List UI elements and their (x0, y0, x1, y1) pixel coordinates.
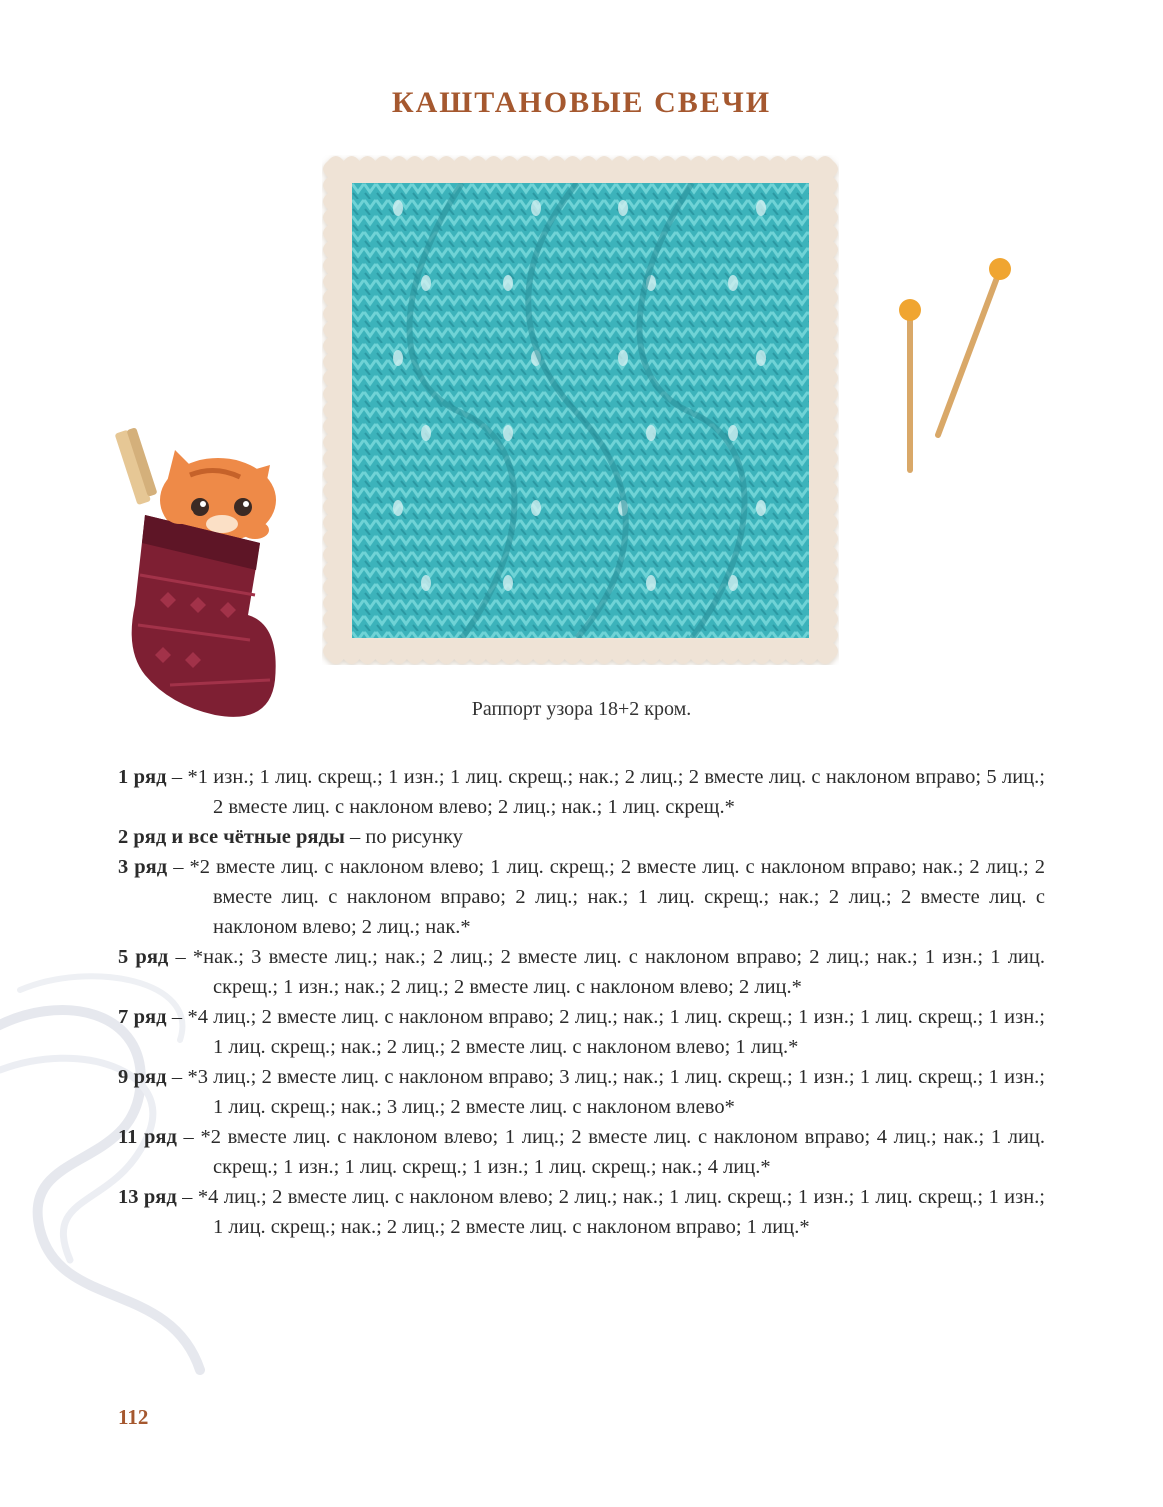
lace-eyelet (393, 500, 403, 516)
lace-eyelet (421, 425, 431, 441)
lace-eyelet (421, 575, 431, 591)
lace-eyelet (646, 575, 656, 591)
row-text: *4 лиц.; 2 вместе лиц. с наклоном влево; 2 лиц.; нак.; 1 лиц. скрещ.; 1 изн.; 1 лиц. скрещ.; 1 изн.; 1 лиц. скрещ.; нак.; 2 лиц.; 2 вместе лиц. с наклоном вправо; 1 лиц.* (197, 1186, 1046, 1238)
lace-eyelet (646, 425, 656, 441)
lace-eyelet (393, 200, 403, 216)
pattern-instructions (118, 762, 1045, 1242)
row-text: *1 изн.; 1 лиц. скрещ.; 1 изн.; 1 лиц. скрещ.; нак.; 2 лиц.; 2 вместе лиц. с наклоном вправо; 5 лиц.; 2 вместе лиц. с наклоном влево; 2 лиц.; нак.; 1 лиц. скрещ.* (187, 766, 1045, 818)
row-text: *2 вместе лиц. с наклоном влево; 1 лиц. скрещ.; 2 вместе лиц. с наклоном вправо; нак.; 2 лиц.; 2 вместе лиц. с наклоном вправо; 2 лиц.; нак.; 1 лиц. скрещ.; нак.; 2 лиц.; 2 вместе лиц. с наклоном влево; 2 лиц.; нак.* (189, 856, 1045, 938)
row-label: 13 ряд (118, 1186, 177, 1208)
lace-eyelet (531, 500, 541, 516)
lace-eyelet (503, 575, 513, 591)
lace-eyelet (503, 275, 513, 291)
lace-eyelet (618, 350, 628, 366)
row-instruction: 5 ряд – *нак.; 3 вместе лиц.; нак.; 2 лиц.; 2 вместе лиц. с наклоном вправо; 2 лиц.; нак.; 1 изн.; 1 лиц. скрещ.; 1 изн.; нак.; 2 лиц.; 2 вместе лиц. с наклоном влево; 2 лиц.* (118, 946, 1045, 998)
lace-eyelet (756, 500, 766, 516)
row-instruction: 11 ряд – *2 вместе лиц. с наклоном влево; 1 лиц.; 2 вместе лиц. с наклоном вправо; 4 лиц.; нак.; 1 лиц. скрещ.; 1 изн.; 1 лиц. скрещ.; 1 изн.; 1 лиц. скрещ.; нак.; 4 лиц.* (118, 1126, 1046, 1178)
lace-eyelet (393, 350, 403, 366)
row-instruction: 13 ряд – *4 лиц.; 2 вместе лиц. с наклоном влево; 2 лиц.; нак.; 1 лиц. скрещ.; 1 изн.; 1 лиц. скрещ.; 1 изн.; 1 лиц. скрещ.; нак.; 2 лиц.; 2 вместе лиц. с наклоном вправо; 1 лиц.* (118, 1186, 1046, 1238)
row-instruction: 3 ряд – *2 вместе лиц. с наклоном влево; 1 лиц. скрещ.; 2 вместе лиц. с наклоном вправо; нак.; 2 лиц.; 2 вместе лиц. с наклоном вправо; 2 лиц.; нак.; 1 лиц. скрещ.; нак.; 2 лиц.; 2 вместе лиц. с наклоном влево; 2 лиц.; нак.* (118, 856, 1045, 938)
lace-eyelet (756, 200, 766, 216)
lace-eyelet (728, 275, 738, 291)
row-text: по рисунку (365, 826, 463, 848)
row-instruction: 1 ряд – *1 изн.; 1 лиц. скрещ.; 1 изн.; 1 лиц. скрещ.; нак.; 2 лиц.; 2 вместе лиц. с наклоном вправо; 5 лиц.; 2 вместе лиц. с наклоном влево; 2 лиц.; нак.; 1 лиц. скрещ.* (118, 766, 1045, 818)
row-text: *нак.; 3 вместе лиц.; нак.; 2 лиц.; 2 вместе лиц. с наклоном вправо; 2 лиц.; нак.; 1 изн.; 1 лиц. скрещ.; 1 изн.; нак.; 2 лиц.; 2 вместе лиц. с наклоном влево; 2 лиц.* (192, 946, 1045, 998)
lace-eyelet (503, 425, 513, 441)
page-number: 112 (118, 1405, 149, 1429)
row-label: 2 ряд и все чётные ряды (118, 826, 345, 848)
row-label: 9 ряд (118, 1066, 167, 1088)
lace-eyelet (531, 200, 541, 216)
row-instruction: 2 ряд и все чётные ряды – по рисунку (118, 826, 463, 848)
lace-eyelet (756, 350, 766, 366)
row-label: 1 ряд (118, 766, 167, 788)
pattern-repeat-caption: Раппорт узора 18+2 кром. (471, 698, 692, 720)
cat-in-sock-illustration (110, 425, 300, 735)
row-instruction: 9 ряд – *3 лиц.; 2 вместе лиц. с наклоном вправо; 3 лиц.; нак.; 1 лиц. скрещ.; 1 изн.; 1 лиц. скрещ.; 1 изн.; 1 лиц. скрещ.; нак.; 3 лиц.; 2 вместе лиц. с наклоном влево* (118, 1066, 1045, 1118)
row-label: 5 ряд (118, 946, 169, 968)
row-text: *3 лиц.; 2 вместе лиц. с наклоном вправо; 3 лиц.; нак.; 1 лиц. скрещ.; 1 изн.; 1 лиц. скрещ.; 1 изн.; 1 лиц. скрещ.; нак.; 3 лиц.; 2 вместе лиц. с наклоном влево* (187, 1066, 1045, 1118)
row-label: 3 ряд (118, 856, 168, 878)
row-text: *2 вместе лиц. с наклоном влево; 1 лиц.; 2 вместе лиц. с наклоном вправо; 4 лиц.; нак.; 1 лиц. скрещ.; 1 изн.; 1 лиц. скрещ.; 1 изн.; 1 лиц. скрещ.; нак.; 4 лиц.* (200, 1126, 1046, 1178)
knitting-needles-illustration (880, 250, 1020, 490)
lace-eyelet (728, 425, 738, 441)
lace-eyelet (618, 200, 628, 216)
page-title: КАШТАНОВЫЕ СВЕЧИ (391, 86, 772, 119)
row-label: 11 ряд (118, 1126, 177, 1148)
lace-eyelet (421, 275, 431, 291)
row-text: *4 лиц.; 2 вместе лиц. с наклоном вправо; 2 лиц.; нак.; 1 лиц. скрещ.; 1 изн.; 1 лиц. скрещ.; 1 изн.; 1 лиц. скрещ.; нак.; 2 лиц.; 2 вместе лиц. с наклоном влево; 1 лиц.* (187, 1006, 1045, 1058)
row-instruction: 7 ряд – *4 лиц.; 2 вместе лиц. с наклоном вправо; 2 лиц.; нак.; 1 лиц. скрещ.; 1 изн.; 1 лиц. скрещ.; 1 изн.; 1 лиц. скрещ.; нак.; 2 лиц.; 2 вместе лиц. с наклоном влево; 1 лиц.* (118, 1006, 1045, 1058)
knitting-swatch-photo (352, 183, 809, 638)
row-label: 7 ряд (118, 1006, 167, 1028)
